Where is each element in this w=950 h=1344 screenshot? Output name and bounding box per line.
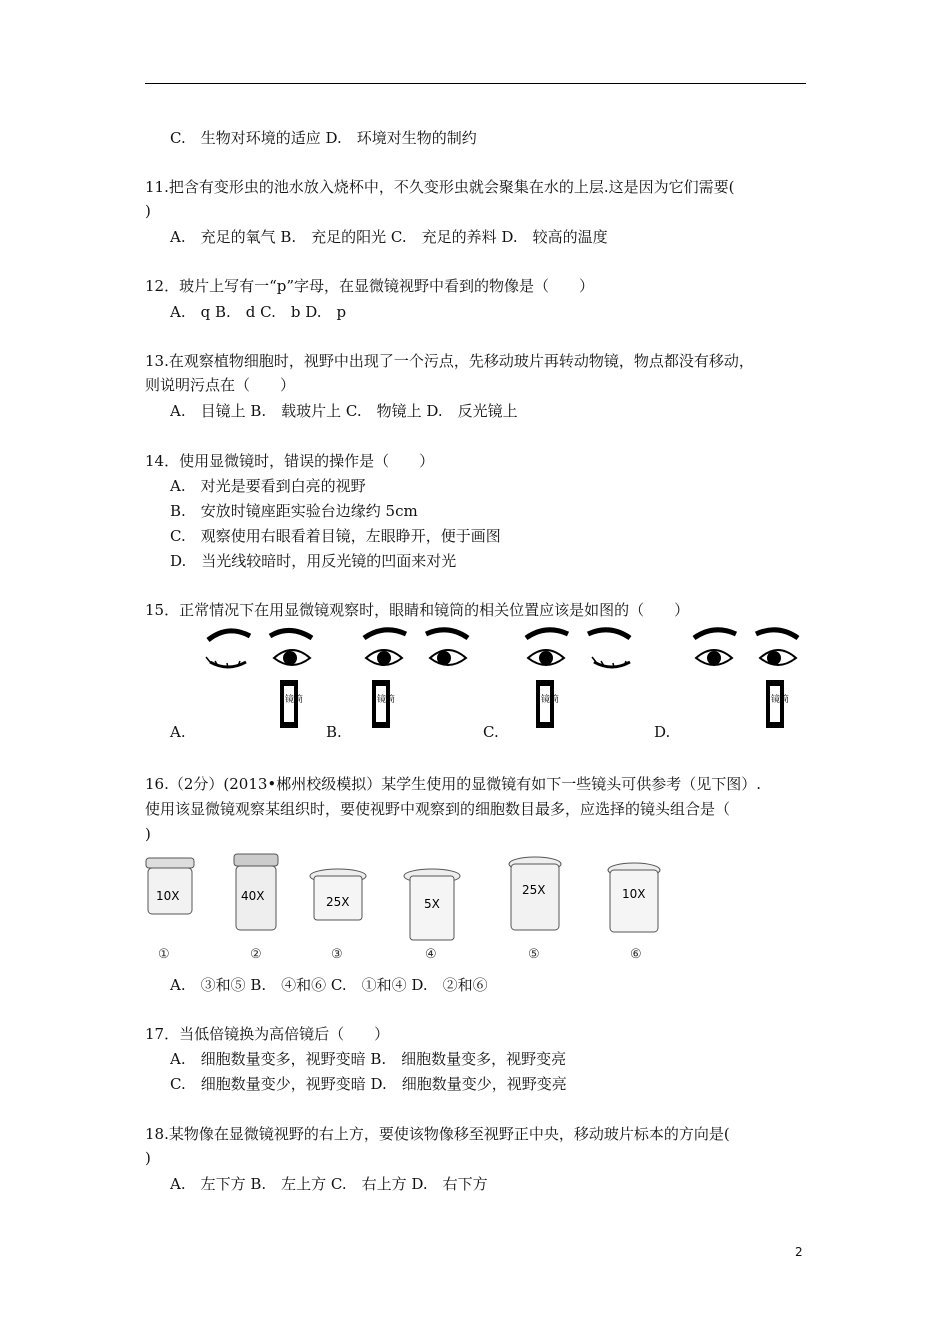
lens-1-number: ① (158, 947, 170, 962)
q15-stem: 15．正常情况下在用显微镜观察时，眼睛和镜筒的相关位置应该是如图的（ ） (145, 601, 690, 619)
q13-stem: 13.在观察植物细胞时，视野中出现了一个污点，先移动玻片再转动物镜，物点都没有移动， (145, 352, 754, 370)
lens-4-mag: 5X (424, 897, 440, 911)
q16-options: A. ③和⑤ B. ④和⑥ C. ①和④ D. ②和⑥ (170, 976, 488, 994)
q14-option-b: B. 安放时镜座距实验台边缘约 5cm (170, 502, 418, 520)
q11-stem-end: ) (145, 202, 151, 220)
q13-stem-cont: 则说明污点在（ ） (145, 376, 296, 394)
page-number: 2 (795, 1245, 803, 1259)
lens-2 (228, 852, 284, 934)
q14-option-d: D. 当光线较暗时，用反光镜的凹面来对光 (170, 552, 457, 570)
q15-label-d: D. (654, 723, 671, 741)
q16-stem-cont: 使用该显微镜观察某组织时，要使视野中观察到的细胞数目最多，应选择的镜头组合是（ (145, 800, 731, 818)
lens-3-mag: 25X (326, 895, 350, 909)
q10-options: C. 生物对环境的适应 D. 环境对生物的制约 (170, 129, 477, 147)
lens-6 (604, 860, 664, 936)
q11-options: A. 充足的氧气 B. 充足的阳光 C. 充足的养料 D. 较高的温度 (170, 228, 608, 246)
q17-options-cd: C. 细胞数量变少，视野变暗 D. 细胞数量变少，视野变亮 (170, 1075, 567, 1093)
q12-stem: 12．玻片上写有一“p”字母，在显微镜视野中看到的物像是（ ） (145, 277, 595, 295)
eye-figure-c (520, 622, 635, 732)
lens-3 (306, 866, 370, 926)
q12-options: A. q B. d C. b D. p (170, 303, 347, 321)
q13-options: A. 目镜上 B. 载玻片上 C. 物镜上 D. 反光镜上 (170, 402, 518, 420)
lens-6-mag: 10X (622, 887, 646, 901)
q16-stem: 16.（2分）(2013•郴州校级模拟）某学生使用的显微镜有如下一些镜头可供参考（见下图）. (145, 775, 762, 793)
q18-stem: 18.某物像在显微镜视野的右上方，要使该物像移至视野正中央，移动玻片标本的方向是( (145, 1125, 730, 1143)
lens-2-number: ② (250, 947, 262, 962)
q17-stem: 17．当低倍镜换为高倍镜后（ ） (145, 1025, 390, 1043)
lens-5 (505, 854, 565, 934)
q15-label-b: B. (326, 723, 342, 741)
lens-2-mag: 40X (241, 889, 265, 903)
tube-label-c: 镜筒 (541, 695, 560, 705)
lens-1 (140, 854, 200, 924)
q17-options-ab: A. 细胞数量变多，视野变暗 B. 细胞数量变多，视野变亮 (170, 1050, 567, 1068)
q15-label-c: C. (483, 723, 499, 741)
q14-option-a: A. 对光是要看到白亮的视野 (170, 477, 366, 495)
eye-figure-a (200, 622, 315, 732)
eye-figure-b (358, 622, 473, 732)
q16-stem-end: ) (145, 825, 151, 843)
tube-label-b: 镜筒 (377, 695, 396, 705)
lens-4 (400, 866, 464, 946)
q18-stem-end: ) (145, 1149, 151, 1167)
lens-5-mag: 25X (522, 883, 546, 897)
tube-label-a: 镜筒 (285, 695, 304, 705)
q14-stem: 14．使用显微镜时，错误的操作是（ ） (145, 452, 435, 470)
q15-label-a: A. (170, 723, 186, 741)
lens-6-number: ⑥ (630, 947, 642, 962)
q18-options: A. 左下方 B. 左上方 C. 右上方 D. 右下方 (170, 1175, 488, 1193)
q11-stem: 11.把含有变形虫的池水放入烧杯中，不久变形虫就会聚集在水的上层.这是因为它们需要( (145, 178, 735, 196)
header-rule (145, 83, 806, 84)
lens-3-number: ③ (331, 947, 343, 962)
tube-label-d: 镜筒 (771, 695, 790, 705)
lens-1-mag: 10X (156, 889, 180, 903)
lens-5-number: ⑤ (528, 947, 540, 962)
lens-4-number: ④ (425, 947, 437, 962)
eye-figure-d (688, 622, 803, 732)
q14-option-c: C. 观察使用右眼看着目镜，左眼睁开，便于画图 (170, 527, 501, 545)
